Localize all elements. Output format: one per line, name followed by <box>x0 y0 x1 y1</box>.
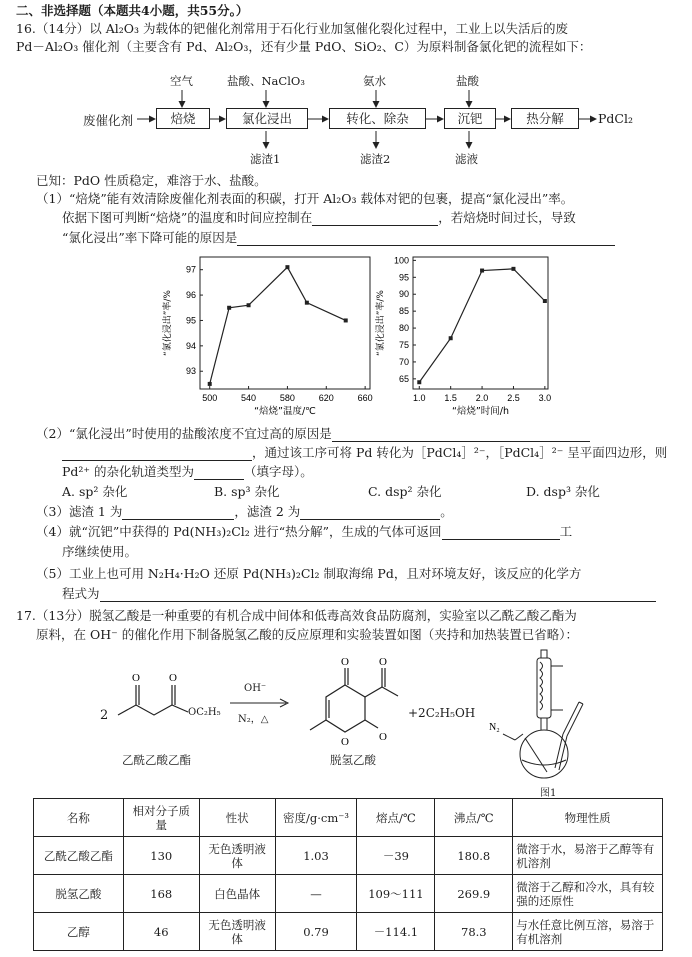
apparatus-diagram <box>485 648 595 783</box>
q16-part4-line2: 序继续使用。 <box>62 544 138 559</box>
table-row <box>34 837 663 875</box>
table-cell: 168 <box>123 875 199 913</box>
table-cell: 微溶于乙醇和冷水，具有较强的还原性 <box>513 875 663 913</box>
properties-table <box>33 798 663 951</box>
reaction-arrow <box>228 696 290 710</box>
x-tick-label: 580 <box>279 393 295 403</box>
y-tick-label: 97 <box>185 264 196 275</box>
q16-part5-line1: （5）工业上也可用 N₂H₄·H₂O 还原 Pd(NH₃)₂Cl₂ 制取海绵 Pd，且对环境友好，该反应的化学方 <box>36 566 582 581</box>
x-tick-label: 620 <box>318 393 334 403</box>
q16-option-c[interactable]: C. dsp² 杂化 <box>368 484 442 499</box>
x-axis-label: “焙烧”温度/℃ <box>254 406 316 417</box>
reaction-condition-top: OH⁻ <box>244 683 267 694</box>
q16-part5-line2 <box>62 586 656 602</box>
q16-stem-line1: 16.（14分）以 Al₂O₃ 为载体的钯催化剂常用于石化行业加氢催化裂化过程中，工业上以失活后的废 <box>16 21 569 36</box>
answer-blank-equation[interactable] <box>100 588 656 602</box>
q16-part1-line2 <box>62 210 576 226</box>
table-header: 相对分子质量 <box>123 799 199 837</box>
q16-part4-text-a: （4）就“沉钯”中获得的 Pd(NH₃)₂Cl₂ 进行“热分解”，生成的气体可返回 <box>36 524 442 539</box>
q16-stem-line2: Pd－Al₂O₃ 催化剂（主要含有 Pd、Al₂O₃，还有少量 PdO、SiO₂、C）为原料制备氯化钯的流程如下： <box>16 39 592 54</box>
flow-input-air: 空气 <box>170 74 193 88</box>
y-tick-label: 70 <box>398 356 409 367</box>
data-point <box>543 299 547 303</box>
flow-input-hcl: 盐酸 <box>456 74 479 88</box>
flow-input-hcl-naclo3: 盐酸、NaClO₃ <box>227 74 305 88</box>
data-point <box>449 336 453 340</box>
flow-step-chlorination: 氯化浸出 <box>226 108 308 129</box>
q17-stem-line2: 原料，在 OH⁻ 的催化作用下制备脱氢乙酸的反应原理和实验装置如图（夹持和加热装置已省略）： <box>36 627 578 642</box>
flowchart-arrows <box>0 0 692 170</box>
q16-part2-text-b: ，通过该工序可将 Pd 转化为［PdCl₄］²⁻，［PdCl₄］²⁻ 呈平面四边形，则 <box>252 445 668 460</box>
flow-output-residue1: 滤渣1 <box>250 152 281 166</box>
q16-part1-text-c: “氯化浸出”率下降可能的原因是 <box>62 230 238 245</box>
q16-part2-text-a: （2）“氯化浸出”时使用的盐酸浓度不宜过高的原因是 <box>36 426 332 441</box>
answer-blank-hcl-reason[interactable] <box>332 428 590 442</box>
flow-output-filtrate: 滤液 <box>455 152 478 166</box>
answer-blank-residue2[interactable] <box>300 506 440 520</box>
table-cell: 无色透明液体 <box>199 837 275 875</box>
table-cell: 乙酰乙酸乙酯 <box>34 837 124 875</box>
table-cell: 46 <box>123 913 199 951</box>
data-point <box>511 267 515 271</box>
data-point <box>247 303 251 307</box>
y-tick-label: 100 <box>393 255 409 266</box>
flow-step-thermal: 热分解 <box>511 108 579 129</box>
flow-output-residue2: 滤渣2 <box>360 152 391 166</box>
data-point <box>227 306 231 310</box>
data-point <box>480 269 484 273</box>
flow-step-precipitate: 沉钯 <box>444 108 496 129</box>
table-cell: 269.9 <box>435 875 513 913</box>
table-cell: 109～111 <box>357 875 435 913</box>
q16-part3 <box>36 504 453 520</box>
table-cell: 无色透明液体 <box>199 913 275 951</box>
q16-part1-line1: （1）“焙烧”能有效清除废催化剂表面的积碳，打开 Al₂O₃ 载体对钯的包裹，提高“氯化浸出”率。 <box>36 191 574 206</box>
svg-text:O: O <box>379 731 387 743</box>
data-point <box>305 301 309 305</box>
q16-part4-text-b: 工 <box>559 524 573 539</box>
y-tick-label: 93 <box>185 366 196 377</box>
q16-part5-text-a: 程式为 <box>62 586 100 601</box>
q17-stem-line1: 17.（13分）脱氢乙酸是一种重要的有机合成中间体和低毒高效食品防腐剂，实验室以乙酰乙酸乙酯为 <box>16 608 577 623</box>
series-line <box>210 267 346 384</box>
y-tick-label: 96 <box>185 290 196 301</box>
table-header: 性状 <box>199 799 275 837</box>
table-row <box>34 913 663 951</box>
q16-part3-text-b: ，滤渣 2 为 <box>234 504 301 519</box>
table-row <box>34 875 663 913</box>
x-tick-label: 1.0 <box>413 393 426 403</box>
product-name: 脱氢乙酸 <box>330 753 376 767</box>
q16-part4-line1 <box>36 524 572 540</box>
y-axis-label: “氯化浸出”率/% <box>163 290 173 356</box>
plot-frame <box>413 257 548 389</box>
figure-label: 图1 <box>540 788 557 799</box>
flow-end-label: PdCl₂ <box>598 111 633 126</box>
byproduct-label: +2C₂H₅OH <box>408 706 476 720</box>
answer-blank-return-step[interactable] <box>442 526 560 540</box>
y-tick-label: 95 <box>398 272 409 283</box>
svg-text:O: O <box>379 656 387 668</box>
flow-step-conversion: 转化、除杂 <box>329 108 426 129</box>
table-cell: 与水任意比例互溶，易溶于有机溶剂 <box>513 913 663 951</box>
y-tick-label: 90 <box>398 289 409 300</box>
y-tick-label: 80 <box>398 323 409 334</box>
q16-part2-line3 <box>62 464 313 480</box>
data-point <box>344 318 348 322</box>
table-cell: 乙醇 <box>34 913 124 951</box>
table-header: 名称 <box>34 799 124 837</box>
table-header-row <box>34 799 663 837</box>
table-cell: 0.79 <box>275 913 357 951</box>
x-tick-label: 3.0 <box>538 393 552 403</box>
section-title: 二、非选择题（本题共4小题，共55分。） <box>16 3 249 18</box>
answer-blank-roast-conditions[interactable] <box>312 212 438 226</box>
reaction-coefficient: 2 <box>100 708 109 723</box>
table-header: 密度/g·cm⁻³ <box>275 799 357 837</box>
q16-option-d[interactable]: D. dsp³ 杂化 <box>526 484 600 499</box>
table-cell: －39 <box>357 837 435 875</box>
flow-input-ammonia: 氨水 <box>363 74 386 88</box>
table-header: 沸点/℃ <box>435 799 513 837</box>
q16-part2-text-d: （填字母）。 <box>244 464 313 479</box>
x-tick-label: 540 <box>241 393 257 403</box>
q16-option-a[interactable]: A. sp² 杂化 <box>62 484 128 499</box>
x-tick-label: 1.5 <box>444 393 457 403</box>
y-tick-label: 75 <box>398 340 409 350</box>
series-line <box>419 269 545 382</box>
reactant-name: 乙酰乙酸乙酯 <box>122 753 191 767</box>
table-cell: — <box>275 875 357 913</box>
chart-temperature <box>150 247 380 419</box>
q16-part3-text-a: （3）滤渣 1 为 <box>36 504 123 519</box>
table-cell: 180.8 <box>435 837 513 875</box>
reactant-structure <box>110 660 230 740</box>
y-tick-label: 94 <box>185 340 196 351</box>
answer-blank-decline-reason[interactable] <box>237 232 615 246</box>
table-cell: 1.03 <box>275 837 357 875</box>
data-point <box>285 265 289 269</box>
table-cell: 脱氢乙酸 <box>34 875 124 913</box>
flow-start-label: 废催化剂 <box>83 113 134 128</box>
svg-text:O: O <box>132 672 140 684</box>
table-cell: 130 <box>123 837 199 875</box>
table-header: 熔点/℃ <box>357 799 435 837</box>
svg-text:O: O <box>341 656 349 668</box>
svg-text:O: O <box>169 672 177 684</box>
x-tick-label: 500 <box>202 393 218 403</box>
q16-part2-text-c: Pd²⁺ 的杂化轨道类型为 <box>62 464 194 479</box>
answer-blank-hybridization[interactable] <box>194 466 244 480</box>
table-cell: 78.3 <box>435 913 513 951</box>
q16-part3-text-c: 。 <box>440 504 453 519</box>
reaction-condition-bottom: N₂，△ <box>238 714 269 725</box>
x-axis-label: “焙烧”时间/h <box>451 406 510 417</box>
x-tick-label: 2.5 <box>507 393 520 403</box>
data-point <box>208 382 212 386</box>
q16-part1-line3 <box>62 230 615 246</box>
y-tick-label: 65 <box>398 373 409 384</box>
y-tick-label: 85 <box>398 306 409 317</box>
q16-option-b[interactable]: B. sp³ 杂化 <box>214 484 280 499</box>
q16-part1-text-a: 依据下图可判断“焙烧”的温度和时间应控制在 <box>62 210 313 225</box>
q16-known: 已知：PdO 性质稳定，难溶于水、盐酸。 <box>36 173 267 188</box>
chart-time <box>368 247 558 419</box>
table-cell: －114.1 <box>357 913 435 951</box>
svg-text:O: O <box>341 736 349 748</box>
ethoxy-label: OC₂H₅ <box>188 707 221 718</box>
answer-blank-residue1[interactable] <box>122 506 234 520</box>
table-header: 物理性质 <box>513 799 663 837</box>
x-tick-label: 660 <box>357 393 373 403</box>
q16-part2-line1 <box>36 426 590 442</box>
y-axis-label: “氯化浸出”率/% <box>376 290 386 356</box>
table-cell: 微溶于水，易溶于乙醇等有机溶剂 <box>513 837 663 875</box>
q16-part1-text-b: ，若焙烧时间过长，导致 <box>438 210 576 225</box>
apparatus-n2-label: N₂ <box>489 722 500 733</box>
x-tick-label: 2.0 <box>475 393 489 403</box>
answer-blank-hcl-reason-cont[interactable] <box>62 447 252 461</box>
y-tick-label: 95 <box>185 315 196 326</box>
data-point <box>417 380 421 384</box>
flow-step-roast: 焙烧 <box>156 108 210 129</box>
product-structure <box>300 650 410 750</box>
table-cell: 白色晶体 <box>199 875 275 913</box>
q16-part2-line2 <box>62 445 667 461</box>
